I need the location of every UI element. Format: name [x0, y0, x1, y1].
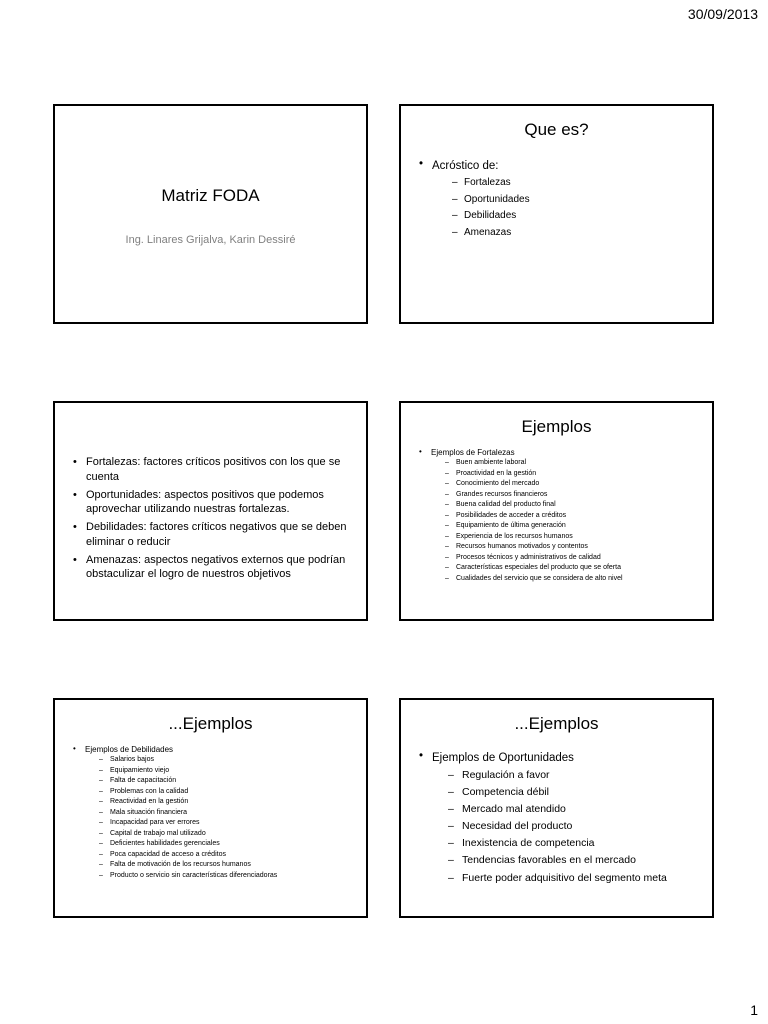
slide-cover	[53, 104, 368, 324]
sub-item: – Amenazas	[452, 225, 702, 242]
list-item	[419, 447, 706, 585]
slide-body	[419, 750, 704, 887]
bullet-text: • Acróstico de:	[432, 160, 499, 172]
slide-title: ...Ejemplos	[514, 714, 599, 733]
sub-list	[432, 175, 702, 241]
page-number: 1	[750, 1002, 758, 1018]
sub-item: – Producto o servicio sin características diferenciadoras	[99, 871, 360, 882]
slide-body	[73, 455, 350, 585]
sub-item: – Buen ambiente laboral	[445, 458, 706, 469]
sub-item: – Deficientes habilidades gerenciales	[99, 839, 360, 850]
sub-item: – Oportunidades	[452, 192, 702, 209]
bullet-text: • Ejemplos de Debilidades	[85, 745, 174, 754]
sub-item: – Proactividad en la gestión	[445, 469, 706, 480]
slide-que-es	[399, 104, 714, 324]
sub-item: – Grandes recursos financieros	[445, 490, 706, 501]
bullet-list	[73, 744, 360, 882]
slide-subtitle: Ing. Linares Grijalva, Karin Dessiré	[125, 234, 296, 246]
sub-item: – Fortalezas	[452, 175, 702, 192]
bullet-text: • Ejemplos de Oportunidades	[432, 752, 574, 764]
slide-ejemplos-oportunidades	[399, 698, 714, 918]
sub-item: – Procesos técnicos y administrativos de calidad	[445, 553, 706, 564]
list-item	[419, 750, 704, 887]
list-item	[419, 158, 702, 241]
sub-item: – Reactividad en la gestión	[99, 797, 360, 808]
sub-item: – Buena calidad del producto final	[445, 500, 706, 511]
bullet-text: • Ejemplos de Fortalezas	[431, 448, 515, 457]
slide-body	[73, 744, 360, 882]
sub-item: – Salarios bajos	[99, 755, 360, 766]
sub-item: – Equipamiento viejo	[99, 766, 360, 777]
sub-item: – Conocimiento del mercado	[445, 479, 706, 490]
bullet-list	[73, 455, 350, 582]
sub-item: – Inexistencia de competencia	[448, 835, 704, 852]
sub-item: – Experiencia de los recursos humanos	[445, 532, 706, 543]
list-item	[73, 744, 360, 882]
list-item: • Debilidades: factores críticos negativos que se deben eliminar o reducir	[73, 520, 350, 549]
sub-list	[85, 755, 360, 882]
bullet-list	[419, 158, 702, 241]
page-date: 30/09/2013	[687, 6, 758, 22]
sub-item: – Poca capacidad de acceso a créditos	[99, 850, 360, 861]
bullet-list	[419, 750, 704, 887]
slide-body	[419, 158, 702, 241]
list-item: • Amenazas: aspectos negativos externos que podrían obstaculizar el logro de nuestros objetivos	[73, 553, 350, 582]
sub-item: – Equipamiento de última generación	[445, 521, 706, 532]
slide-title: ...Ejemplos	[168, 714, 253, 733]
slide-title: Ejemplos	[521, 417, 592, 436]
slide-definiciones	[53, 401, 368, 621]
list-item: • Oportunidades: aspectos positivos que podemos aprovechar utilizando nuestras fortalezas.	[73, 488, 350, 517]
slide-ejemplos-fortalezas	[399, 401, 714, 621]
sub-item: – Recursos humanos motivados y contentos	[445, 542, 706, 553]
sub-item: – Mala situación financiera	[99, 808, 360, 819]
sub-item: – Competencia débil	[448, 784, 704, 801]
sub-item: – Necesidad del producto	[448, 818, 704, 835]
sub-item: – Debilidades	[452, 208, 702, 225]
sub-item: – Mercado mal atendido	[448, 801, 704, 818]
sub-item: – Características especiales del producto que se oferta	[445, 563, 706, 574]
bullet-list	[419, 447, 706, 585]
sub-item: – Problemas con la calidad	[99, 787, 360, 798]
slide-body	[419, 447, 706, 585]
slide-ejemplos-debilidades	[53, 698, 368, 918]
sub-item: – Cualidades del servicio que se considera de alto nivel	[445, 574, 706, 585]
slide-title: Que es?	[524, 120, 589, 139]
sub-item: – Regulación a favor	[448, 767, 704, 784]
sub-item: – Fuerte poder adquisitivo del segmento meta	[448, 870, 704, 887]
sub-item: – Tendencias favorables en el mercado	[448, 852, 704, 869]
sub-item: – Falta de motivación de los recursos humanos	[99, 860, 360, 871]
slide-title: Matriz FODA	[161, 186, 260, 205]
sub-list	[431, 458, 706, 585]
sub-item: – Posibilidades de acceder a créditos	[445, 511, 706, 522]
sub-item: – Incapacidad para ver errores	[99, 818, 360, 829]
sub-item: – Capital de trabajo mal utilizado	[99, 829, 360, 840]
list-item: • Fortalezas: factores críticos positivos con los que se cuenta	[73, 455, 350, 484]
sub-list	[432, 767, 704, 887]
sub-item: – Falta de capacitación	[99, 776, 360, 787]
